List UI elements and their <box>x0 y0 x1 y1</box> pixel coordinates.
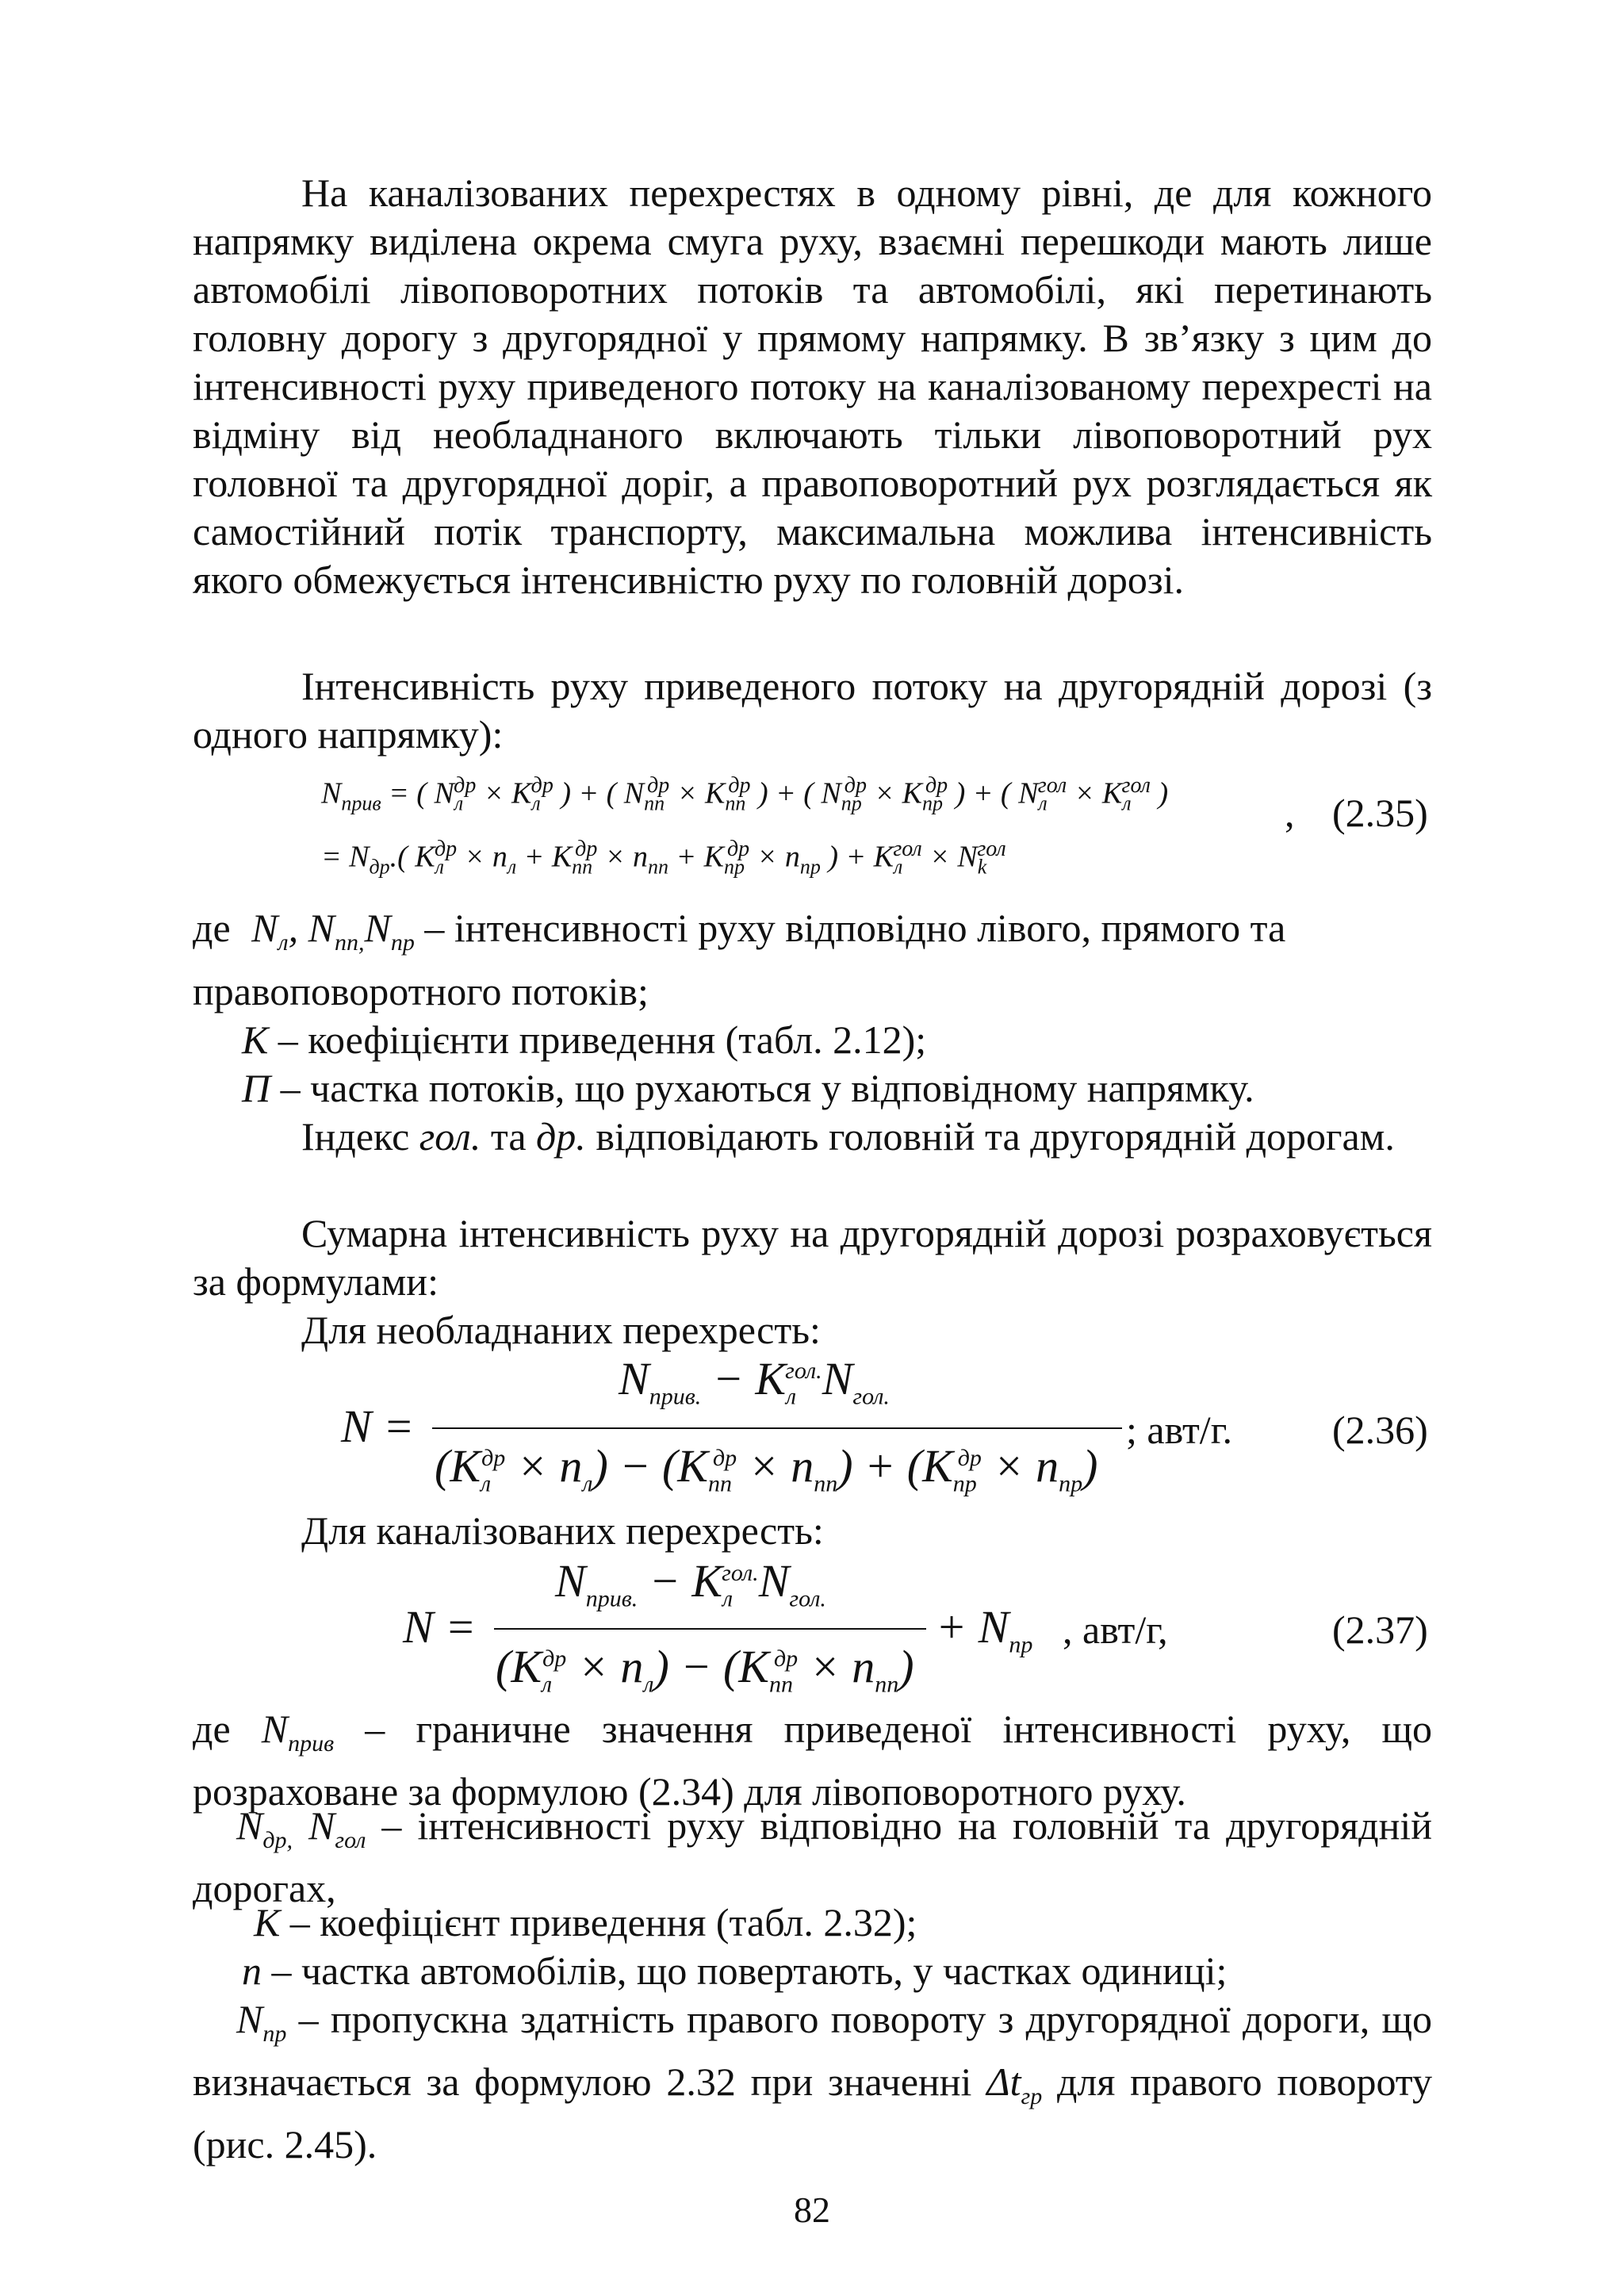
equation-2-36-number: (2.36) <box>1332 1408 1428 1452</box>
equation-2-36-numerator: $N_{прив.} - K_л^{гол.}N_{гол.}$ <box>619 1353 890 1410</box>
equation-2-36-lhs: N = <box>341 1400 415 1452</box>
equation-2-37-fraction-bar <box>494 1628 926 1630</box>
heading-channelized: Для каналізованих перехресть: <box>301 1508 824 1553</box>
definition-k: К – коефіцієнти приведення (табл. 2.12); <box>242 1017 927 1062</box>
equation-2-35-line2: = $N_{др}$.( $K_л^{др} \times n_л + K_{пп}^{др} \times n_{пп} + K_{пр}^{др} \times n_{пр}$ ) + $K_л^{гол} \times N_k^{гол}$ <box>321 837 1006 879</box>
where-line-1: де $N_л$, $N_{пп,}N_{пр}$ – інтенсивності руху відповідно лівого, прямого та <box>193 906 1286 956</box>
equation-2-36-denominator: $(K_л^{др} \times n_л) - (K_{пп}^{др} \times n_{пп}) + (K_{пр}^{др} \times n_{пр})$ <box>435 1440 1098 1497</box>
where-line-2: де $N_{прив}$ – граничне значення приведеної інтенсивності руху, що розраховане за формулою (2.34) для лівоповоротного руху. <box>193 1707 1433 1814</box>
definition-n: n – частка автомобілів, що повертають, у частках одиниці; <box>242 1948 1228 1993</box>
equation-2-37-plus-npr: + $N_{пр}$ <box>936 1601 1033 1658</box>
definition-ndr-ngol: $N_{др,}$ $N_{гол}$ – інтенсивності руху відповідно на головній та другорядній дорогах, <box>193 1803 1432 1910</box>
heading-unequipped: Для необладнаних перехресть: <box>301 1308 821 1352</box>
equation-2-35-number: (2.35) <box>1332 791 1428 835</box>
equation-2-35-comma: , <box>1285 791 1295 835</box>
paragraph-index: Індекс гол. та др. відповідають головній та другорядній дорогам. <box>301 1114 1395 1159</box>
equation-2-35-line1: $N_{прив}$ = ( $N_л^{др} \times K_л^{др}$ ) + ( $N_{пп}^{др} \times K_{пп}^{др}$ ) + ( $N_{пр}^{др} \times K_{пр}^{др}$ ) + ( $N_л^{гол} \times K_л^{гол}$ ) <box>321 773 1169 815</box>
equation-2-36-fraction-bar <box>432 1427 1122 1429</box>
equation-2-37-numerator: $N_{прив.} - K_л^{гол.}N_{гол.}$ <box>555 1555 826 1612</box>
paragraph-intensity: Інтенсивність руху приведеного потоку на другорядній дорозі (з одного напрямку): <box>193 664 1432 757</box>
page-number: 82 <box>794 2190 830 2230</box>
equation-2-36-unit: ; авт/г. <box>1126 1408 1233 1452</box>
equation-2-37-number: (2.37) <box>1332 1607 1428 1652</box>
equation-2-37-lhs: N = <box>403 1601 477 1653</box>
equation-2-37-denominator: $(K_л^{др} \times n_л) - (K_{пп}^{др} \times n_{пп})$ <box>496 1641 914 1698</box>
definition-p: П – частка потоків, що рухаються у відповідному напрямку. <box>242 1066 1254 1110</box>
equation-2-37-unit: , авт/г, <box>1063 1607 1168 1652</box>
definition-npr: $N_{пр}$ – пропускна здатність правого повороту з другорядної дороги, що визначається за формулою 2.32 при значенні $\Delta t_{гр}$ для правого повороту (рис. 2.45). <box>193 1997 1432 2167</box>
definition-k-2: К – коефіцієнт приведення (табл. 2.32); <box>254 1900 917 1944</box>
where-line-1-cont: правоповоротного потоків; <box>193 969 649 1013</box>
paragraph-intro: На каналізованих перехрестях в одному рівні, де для кожного напрямку виділена окрема смуга руху, взаємні перешкоди мають лише автомобілі лівоповоротних потоків та автомобілі, які перетинають головну дорогу з другорядної у прямому напрямку. В зв’язку з цим до інтенсивності руху приведеного потоку на каналізованому перехресті на відміну від необладнаного включають тільки лівоповоротний рух головної та другорядної доріг, а правоповоротний рух розглядається як самостійний потік транспорту, максимальна можлива інтенсивність якого обмежується інтенсивністю руху по головній дорозі. <box>193 170 1432 602</box>
paragraph-total: Сумарна інтенсивність руху на другорядній дорозі розраховується за формулами: <box>193 1211 1432 1304</box>
